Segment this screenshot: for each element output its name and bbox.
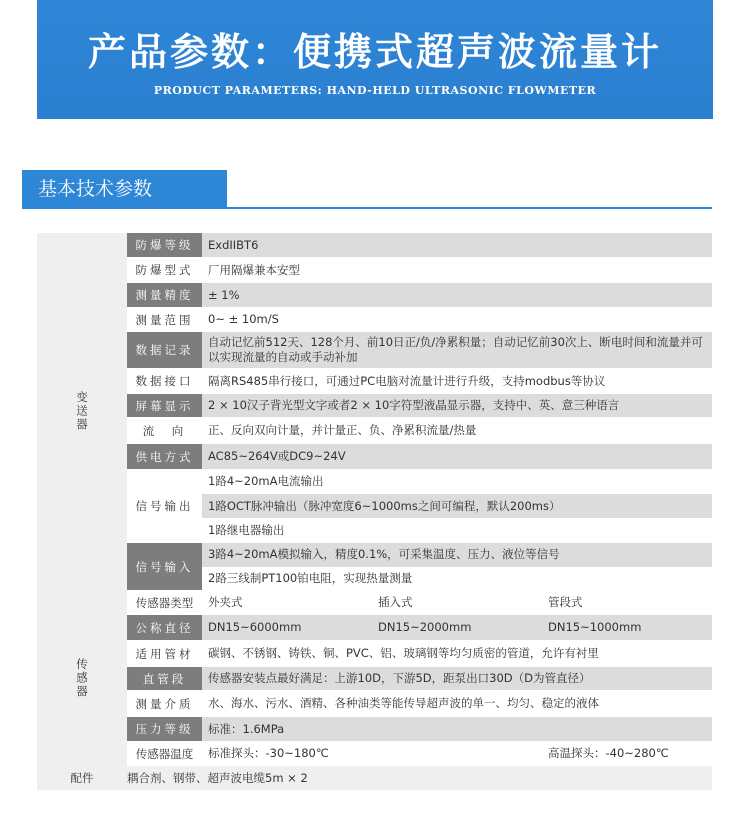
spec-value: 0~ ± 10m/S	[202, 307, 712, 332]
spec-row	[127, 332, 712, 368]
sensor-type-cell: 插入式	[378, 595, 413, 609]
spec-label: 供电方式	[127, 444, 202, 469]
temperature-high: 高温探头：-40~280℃	[548, 746, 669, 760]
spec-row	[127, 640, 712, 667]
signal-input-line: 2路三线制PT100铂电阻，实现热量测量	[202, 567, 712, 591]
spec-label: 适用管材	[127, 640, 202, 667]
spec-label: 流 向	[127, 417, 202, 444]
spec-value	[202, 741, 712, 766]
spec-label: 信号输入	[127, 543, 202, 590]
spec-value	[202, 543, 712, 590]
spec-row	[127, 590, 712, 615]
temperature-standard: 标准探头：-30~180℃	[208, 746, 329, 760]
spec-value: 标准：1.6MPa	[202, 717, 712, 741]
spec-row	[127, 368, 712, 394]
spec-row-signal-output	[127, 469, 712, 543]
spec-row	[127, 257, 712, 283]
spec-label: 公称直径	[127, 615, 202, 640]
spec-label: 传感器温度	[127, 741, 202, 766]
spec-label: 屏幕显示	[127, 394, 202, 417]
group-transmitter	[37, 233, 127, 590]
spec-row	[127, 717, 712, 741]
spec-value: 厂用隔爆兼本安型	[202, 257, 712, 283]
spec-value: 水、海水、污水、酒精、各种油类等能传导超声波的单一、均匀、稳定的液体	[202, 690, 712, 717]
spec-value: 正、反向双向计量，并计量正、负、净累积流量/热量	[202, 417, 712, 444]
signal-output-line: 1路继电器输出	[208, 523, 285, 538]
group-sensor-label: 传感器	[75, 657, 89, 699]
spec-row	[127, 444, 712, 469]
spec-row-signal-input	[127, 543, 712, 590]
spec-value: 隔离RS485串行接口，可通过PC电脑对流量计进行升级，支持modbus等协议	[202, 368, 712, 394]
header-banner	[37, 0, 713, 119]
spec-label: 测量范围	[127, 307, 202, 332]
spec-value	[202, 469, 712, 543]
spec-value: 碳钢、不锈钢、铸铁、铜、PVC、铝、玻璃钢等均匀质密的管道，允许有衬里	[202, 640, 712, 667]
spec-label: 直管段	[127, 667, 202, 690]
accessory-row	[37, 766, 712, 790]
spec-row	[127, 690, 712, 717]
spec-label: 数据接口	[127, 368, 202, 394]
signal-output-line: 1路OCT脉冲输出（脉冲宽度6~1000ms之间可编程，默认200ms）	[202, 494, 712, 519]
section-title: 基本技术参数	[22, 170, 227, 208]
spec-row	[127, 741, 712, 766]
spec-label: 防爆型式	[127, 257, 202, 283]
spec-value: ExdIIBT6	[202, 233, 712, 257]
spec-label: 传感器类型	[127, 590, 202, 615]
spec-value: 2 × 10汉子背光型文字或者2 × 10字符型液晶显示器，支持中、英、意三种语言	[202, 394, 712, 417]
spec-label: 防爆等级	[127, 233, 202, 257]
sensor-type-cell: 外夹式	[208, 595, 243, 609]
spec-label: 信号输出	[127, 469, 202, 543]
banner-title: 产品参数：便携式超声波流量计	[87, 30, 662, 74]
spec-label: 压力等级	[127, 717, 202, 741]
spec-label: 数据记录	[127, 332, 202, 368]
spec-label: 测量精度	[127, 283, 202, 307]
spec-value: 自动记忆前512天、128个月、前10日正/负/净累积量；自动记忆前30次上、断电时间和流量并可以实现流量的自动或手动补加	[202, 332, 712, 368]
signal-input-line: 3路4~20mA模拟输入，精度0.1%，可采集温度、压力、液位等信号	[202, 543, 712, 567]
spec-row	[127, 233, 712, 257]
group-transmitter-label: 变送器	[75, 391, 89, 432]
spec-value: 传感器安装点最好满足：上游10D，下游5D，距泵出口30D（D为管直径）	[202, 667, 712, 690]
spec-row	[127, 615, 712, 640]
banner-subtitle: PRODUCT PARAMETERS: HAND-HELD ULTRASONIC FLOWMETER	[153, 84, 597, 97]
spec-row	[127, 307, 712, 332]
group-sensor	[37, 590, 127, 766]
spec-label: 测量介质	[127, 690, 202, 717]
sensor-type-cell: 管段式	[548, 595, 583, 609]
diameter-cell: DN15~6000mm	[208, 620, 302, 634]
spec-value: AC85~264V或DC9~24V	[202, 444, 712, 469]
spec-value: ± 1%	[202, 283, 712, 307]
spec-row	[127, 417, 712, 444]
diameter-cell: DN15~2000mm	[378, 620, 472, 634]
section-divider	[22, 207, 712, 209]
spec-row	[127, 283, 712, 307]
spec-row	[127, 394, 712, 417]
spec-value	[202, 615, 712, 640]
signal-output-line: 1路4~20mA电流输出	[208, 473, 324, 488]
accessory-value: 耦合剂、钢带、超声波电缆5m × 2	[127, 771, 308, 785]
spec-row	[127, 667, 712, 690]
diameter-cell: DN15~1000mm	[548, 620, 642, 634]
spec-value	[202, 590, 712, 615]
group-accessory-label: 配件	[70, 771, 94, 785]
